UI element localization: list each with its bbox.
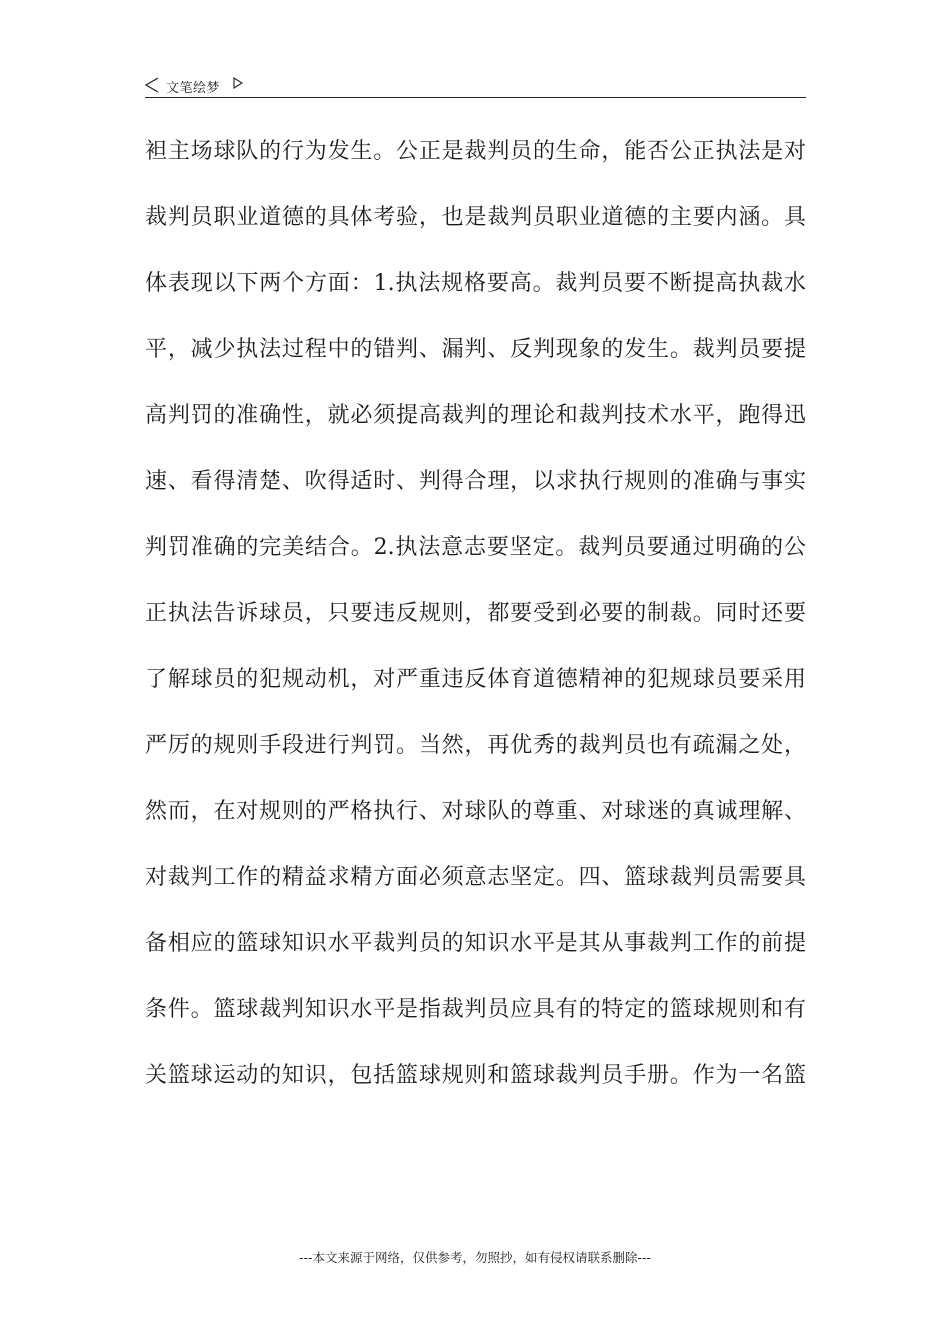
right-triangle-icon [233, 77, 243, 89]
left-triangle-icon [145, 77, 159, 93]
text-line: 正执法告诉球员，只要违反规则，都要受到必要的制裁。同时还要 [145, 601, 806, 626]
page-header [145, 74, 806, 98]
text-line: 体表现以下两个方面：1.执法规格要高。裁判员要不断提高执裁水 [145, 271, 806, 296]
text-line: 裁判员职业道德的具体考验，也是裁判员职业道德的主要内涵。具 [145, 205, 806, 230]
text-line: 平，减少执法过程中的错判、漏判、反判现象的发生。裁判员要提 [145, 337, 806, 362]
text-line: 袒主场球队的行为发生。公正是裁判员的生命，能否公正执法是对 [145, 139, 806, 164]
text-line: 对裁判工作的精益求精方面必须意志坚定。四、篮球裁判员需要具 [145, 865, 806, 890]
text-line: 判罚准确的完美结合。2.执法意志要坚定。裁判员要通过明确的公 [145, 535, 806, 560]
text-line: 关篮球运动的知识，包括篮球规则和篮球裁判员手册。作为一名篮 [145, 1063, 806, 1088]
text-line: 备相应的篮球知识水平裁判员的知识水平是其从事裁判工作的前提 [145, 931, 806, 956]
text-line: 了解球员的犯规动机，对严重违反体育道德精神的犯规球员要采用 [145, 667, 806, 692]
body-text [145, 126, 806, 1116]
text-line: 然而，在对规则的严格执行、对球队的尊重、对球迷的真诚理解、 [145, 799, 806, 824]
text-line: 高判罚的准确性，就必须提高裁判的理论和裁判技术水平，跑得迅 [145, 403, 806, 428]
text-line: 速、看得清楚、吹得适时、判得合理，以求执行规则的准确与事实 [145, 469, 806, 494]
text-line: 严厉的规则手段进行判罚。当然，再优秀的裁判员也有疏漏之处， [145, 733, 806, 758]
footer-disclaimer: ---本文来源于网络，仅供参考，勿照抄，如有侵权请联系删除--- [298, 1250, 652, 1265]
header-divider [145, 97, 806, 98]
header-brand: 文笔绘梦 [166, 81, 221, 96]
text-line: 条件。篮球裁判知识水平是指裁判员应具有的特定的篮球规则和有 [145, 997, 806, 1022]
